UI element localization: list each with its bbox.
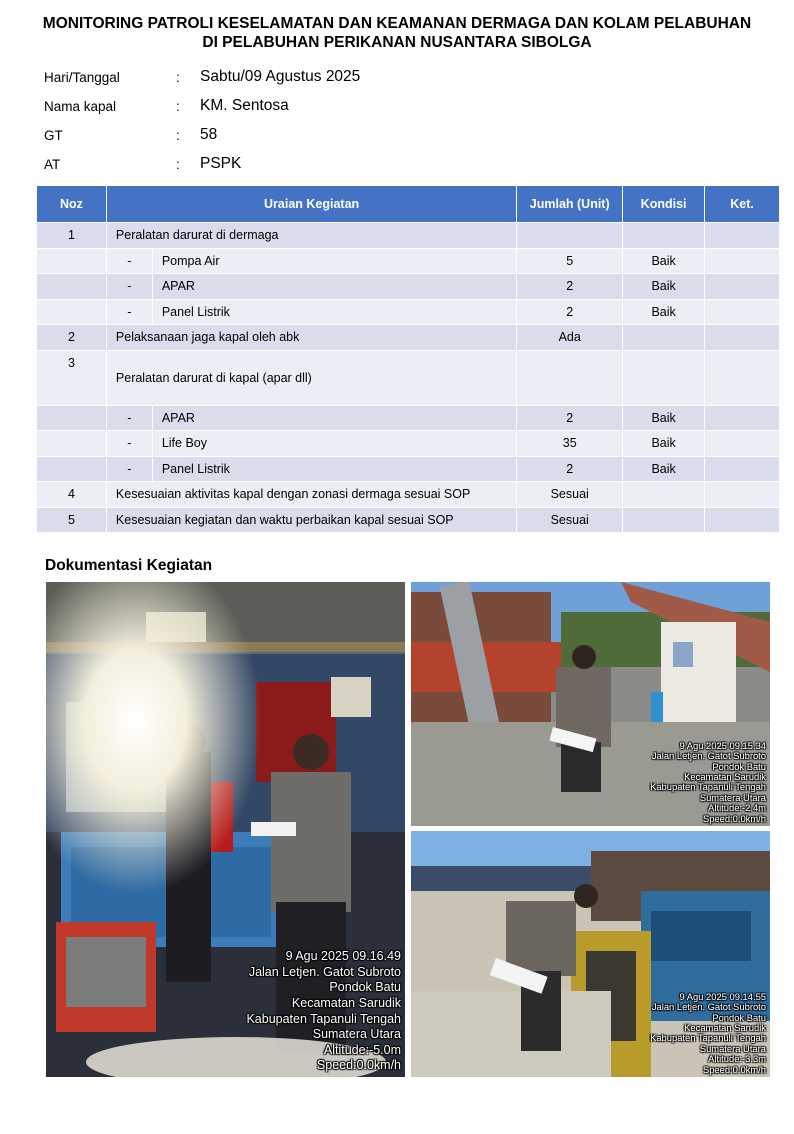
stamp-line: Kecamatan Sarudik (684, 770, 766, 782)
cell-description: Pompa Air (152, 248, 516, 274)
stamp-line: Kecamatan Sarudik (291, 996, 401, 1011)
stamp-line: Jalan Letjen. Gatot Subroto (651, 1001, 766, 1013)
cell-condition (623, 507, 705, 533)
photo-1-stamp (246, 949, 401, 1074)
cell-quantity (517, 350, 623, 405)
table-row (37, 456, 780, 482)
stamp-line: Sumatera Utara (699, 1042, 766, 1054)
cell-dash: - (106, 299, 152, 325)
meta-row-gt (44, 124, 444, 153)
cell-description: Peralatan darurat di kapal (apar dll) (106, 350, 516, 405)
cell-notes (705, 350, 780, 405)
cell-quantity: Sesuai (517, 507, 623, 533)
cell-condition: Baik (623, 248, 705, 274)
meta-value: Sabtu/09 Agustus 2025 (200, 68, 361, 85)
table-row (37, 482, 780, 508)
table-row (37, 350, 780, 405)
stamp-line: Altitude:-2.4m (708, 802, 766, 814)
cell-notes (705, 507, 780, 533)
stamp-line: Sumatera Utara (312, 1027, 401, 1042)
stamp-line: Speed:0.0km/h (316, 1058, 401, 1073)
stamp-line: 9 Agu 2025 09.15.34 (679, 739, 766, 751)
cell-no: 4 (37, 482, 107, 508)
cell-notes (705, 274, 780, 300)
stamp-line: Pondok Batu (329, 980, 401, 995)
cell-no (37, 456, 107, 482)
cell-quantity: 2 (517, 274, 623, 300)
stamp-line: Speed:0.0km/h (702, 1063, 766, 1075)
cell-notes (705, 223, 780, 249)
cell-quantity: 2 (517, 456, 623, 482)
stamp-line: Kecamatan Sarudik (684, 1021, 766, 1033)
cell-condition: Baik (623, 431, 705, 457)
cell-condition: Baik (623, 456, 705, 482)
table-row (37, 299, 780, 325)
cell-no: 3 (37, 350, 107, 405)
stamp-line: Jalan Letjen. Gatot Subroto (651, 750, 766, 762)
meta-label: AT (44, 157, 61, 172)
photo-ship-interior (46, 582, 405, 1077)
report-title-line-2: DI PELABUHAN PERIKANAN NUSANTARA SIBOLGA (202, 34, 592, 51)
stamp-line: Kabupaten Tapanuli Tengah (650, 1032, 766, 1044)
cell-dash: - (106, 405, 152, 431)
report-title-line-1: MONITORING PATROLI KESELAMATAN DAN KEAMANAN DERMAGA DAN KOLAM PELABUHAN (42, 15, 752, 32)
cell-no (37, 299, 107, 325)
cell-quantity: 2 (517, 299, 623, 325)
stamp-line: 9 Agu 2025 09.14.55 (679, 990, 766, 1002)
stamp-line: 9 Agu 2025 09.16.49 (285, 949, 401, 964)
meta-label: GT (44, 128, 63, 143)
meta-colon: : (176, 99, 180, 114)
table-row (37, 325, 780, 351)
stamp-line: Kabupaten Tapanuli Tengah (650, 781, 766, 793)
documentation-heading: Dokumentasi Kegiatan (45, 557, 213, 574)
meta-colon: : (176, 70, 180, 85)
cell-dash: - (106, 248, 152, 274)
cell-condition (623, 482, 705, 508)
cell-dash: - (106, 456, 152, 482)
cell-no (37, 431, 107, 457)
meta-value: 58 (200, 126, 218, 143)
table-row (37, 223, 780, 249)
photo-dock-panel (411, 582, 770, 826)
cell-no: 1 (37, 223, 107, 249)
meta-label: Nama kapal (44, 99, 117, 114)
cell-description: Panel Listrik (152, 299, 516, 325)
cell-description: Kesesuaian aktivitas kapal dengan zonasi dermaga sesuai SOP (106, 482, 516, 508)
cell-description: APAR (152, 405, 516, 431)
photo-3-stamp (650, 992, 766, 1075)
table-row (37, 274, 780, 300)
stamp-line: Jalan Letjen. Gatot Subroto (248, 964, 401, 979)
cell-dash: - (106, 431, 152, 457)
cell-notes (705, 456, 780, 482)
cell-quantity (517, 223, 623, 249)
cell-notes (705, 431, 780, 457)
cell-condition: Baik (623, 405, 705, 431)
cell-description: Pelaksanaan jaga kapal oleh abk (106, 325, 516, 351)
stamp-line: Altitude:-3.3m (708, 1053, 766, 1065)
stamp-line: Pondok Batu (712, 760, 766, 772)
cell-notes (705, 405, 780, 431)
cell-no: 5 (37, 507, 107, 533)
header-notes: Ket. (705, 186, 780, 223)
meta-row-at (44, 153, 444, 182)
report-title (20, 14, 774, 52)
cell-description: Kesesuaian kegiatan dan waktu perbaikan kapal sesuai SOP (106, 507, 516, 533)
photo-2-stamp (650, 741, 766, 824)
table-row (37, 248, 780, 274)
cell-condition: Baik (623, 299, 705, 325)
table-row (37, 507, 780, 533)
cell-description: Peralatan darurat di dermaga (106, 223, 516, 249)
header-description: Uraian Kegiatan (106, 186, 516, 223)
cell-notes (705, 325, 780, 351)
header-no: Noz (37, 186, 107, 223)
cell-description: Life Boy (152, 431, 516, 457)
cell-quantity: 2 (517, 405, 623, 431)
cell-condition (623, 223, 705, 249)
activity-table (36, 185, 780, 533)
cell-quantity: 35 (517, 431, 623, 457)
cell-condition (623, 350, 705, 405)
cell-condition: Baik (623, 274, 705, 300)
stamp-line: Speed:0.0km/h (702, 812, 766, 824)
cell-no: 2 (37, 325, 107, 351)
meta-value: KM. Sentosa (200, 97, 289, 114)
meta-colon: : (176, 157, 180, 172)
cell-quantity: Sesuai (517, 482, 623, 508)
table-row (37, 405, 780, 431)
cell-description: APAR (152, 274, 516, 300)
stamp-line: Pondok Batu (712, 1011, 766, 1023)
stamp-line: Altitude:-5.0m (323, 1042, 401, 1057)
cell-no (37, 274, 107, 300)
table-header-row (37, 186, 780, 223)
meta-colon: : (176, 128, 180, 143)
table-row (37, 431, 780, 457)
cell-quantity: Ada (517, 325, 623, 351)
meta-row-ship-name (44, 95, 444, 124)
cell-notes (705, 482, 780, 508)
stamp-line: Kabupaten Tapanuli Tengah (246, 1011, 401, 1026)
cell-dash: - (106, 274, 152, 300)
cell-notes (705, 299, 780, 325)
cell-condition (623, 325, 705, 351)
cell-notes (705, 248, 780, 274)
cell-quantity: 5 (517, 248, 623, 274)
header-quantity: Jumlah (Unit) (517, 186, 623, 223)
photo-dock-inspection (411, 831, 770, 1077)
meta-label: Hari/Tanggal (44, 70, 120, 85)
cell-no (37, 248, 107, 274)
header-condition: Kondisi (623, 186, 705, 223)
report-meta (44, 66, 444, 182)
cell-no (37, 405, 107, 431)
meta-row-date (44, 66, 444, 95)
meta-value: PSPK (200, 155, 242, 172)
cell-description: Panel Listrik (152, 456, 516, 482)
stamp-line: Sumatera Utara (699, 791, 766, 803)
